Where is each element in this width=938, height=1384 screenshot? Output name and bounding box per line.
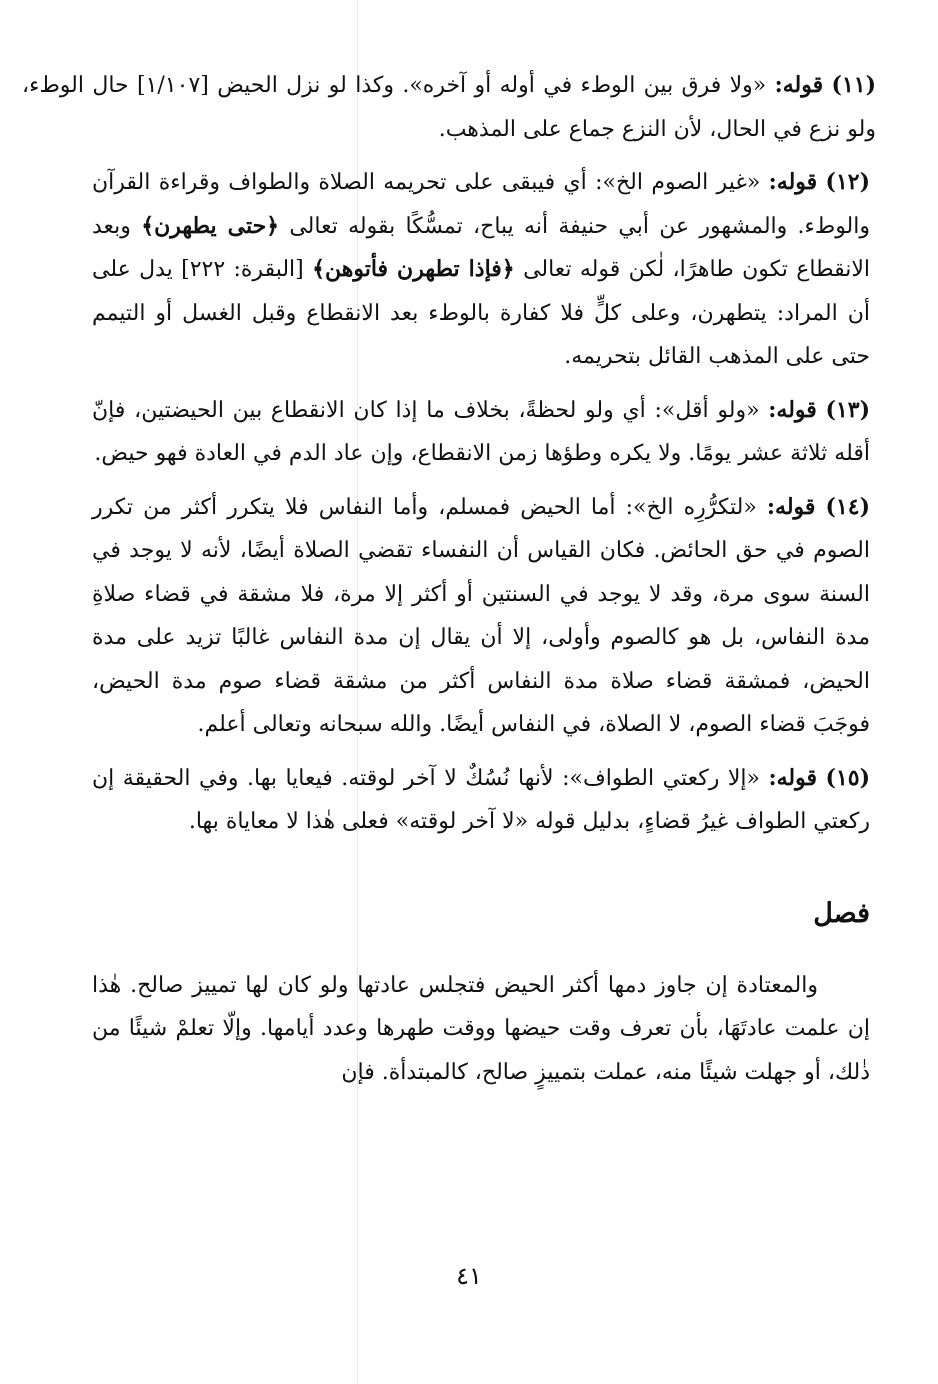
quran-quote: ﴿حتى يطهرن﴾ (141, 212, 280, 239)
body-paragraph: والمعتادة إن جاوز دمها أكثر الحيض فتجلس عادتها ولو كان لها تمييز صالح. هٰذا إن علمت عادتَهَا، بأن تعرف وقت حيضها ووقت طهرها وعدد أيامها. وإلّا تعلمْ شيئًا من ذٰلك، أو جهلت شيئًا منه، عملت بتمييزٍ صالح، كالمبتدأة. فإن (92, 972, 870, 1085)
note-keyword: قوله: (768, 169, 818, 195)
note-number: (١١) (831, 72, 877, 98)
note-text: «إلا ركعتي الطواف»: لأنها نُسُكٌ لا آخر لوقته. فيعايا بها. وفي الحقيقة إن ركعتي الطواف غيرُ قضاءٍ، بدليل قوله «لا آخر لوقته» فعلى هٰذا لا معاياة بها. (92, 765, 870, 834)
note-text: «غير الصوم الخ»: أي فيبقى على تحريمه الصلاة والطواف وقراءة القرآن والوطء. والمشهور عن أبي حنيفة أنه يباح، تمسُّكًا بقوله تعالى (92, 170, 870, 239)
footnote-11 (22, 64, 876, 151)
section-heading: فصل (813, 897, 870, 929)
footnote-12 (92, 161, 870, 379)
note-keyword: قوله: (766, 493, 816, 520)
quran-quote: ﴿فإذا تطهرن فأتوهن﴾ (312, 256, 515, 282)
note-text: «ولو أقل»: أي ولو لحظةً، بخلاف ما إذا كان الانقطاع بين الحيضتين، فإنّ أقله ثلاثة عشر يومًا. ولا يكره وطؤها زمن الانقطاع، وإن عاد الدم في العادة فهو حيض. (92, 397, 870, 466)
note-number: (١٣) (825, 396, 871, 423)
note-keyword: قوله: (768, 396, 817, 423)
note-text: «ولا فرق بين الوطء في أوله أو آخره». وكذا لو نزل الحيض [١/١٠٧] حال الوطء، ولو نزع في الحال، لأن النزع جماع على المذهب. (22, 73, 876, 142)
note-number: (١٤) (825, 493, 870, 520)
footnote-14 (92, 486, 870, 747)
note-text: [البقرة: ٢٢٢] يدل على أن المراد: يتطهرن، وعلى كلٍّ فلا كفارة بالوطء بعد الانقطاع وقبل الغسل أو التيمم حتى على المذهب القائل بتحريمه. (92, 257, 870, 369)
note-number: (١٥) (825, 764, 871, 791)
note-number: (١٢) (825, 169, 870, 195)
note-text: «لتكرُّرِه الخ»: أما الحيض فمسلم، وأما النفاس فلا يتكرر أكثر من تكرر الصوم في حق الحائض. فكان القياس أن النفساء تقضي الصلاة أيضًا، لأنه لا يوجد في السنة سوى مرة، وقد لا يوجد في السنتين أو أكثر إلا مرة، فلا مشقة في قضاء صلاةِ مدة النفاس، بل هو كالصوم وأولى، إلا أن يقال إن مدة النفاس غالبًا تزيد على مدة الحيض، فمشقة قضاء صلاة مدة النفاس أكثر من مشقة قضاء صوم مدة الحيض، فوجَبَ قضاء الصوم، لا الصلاة، في النفاس أيضًا. والله سبحانه وتعالى أعلم. (92, 494, 870, 737)
text-column (22, 64, 877, 1094)
page-number: ٤١ (456, 1262, 482, 1290)
note-keyword: قوله: (774, 72, 824, 98)
note-text: وبعد الانقطاع تكون طاهرًا، لٰكن قوله تعالى (92, 213, 870, 282)
footnote-15 (92, 757, 870, 844)
footnote-13 (92, 389, 870, 476)
note-keyword: قوله: (768, 764, 817, 791)
section-body (92, 964, 870, 1095)
